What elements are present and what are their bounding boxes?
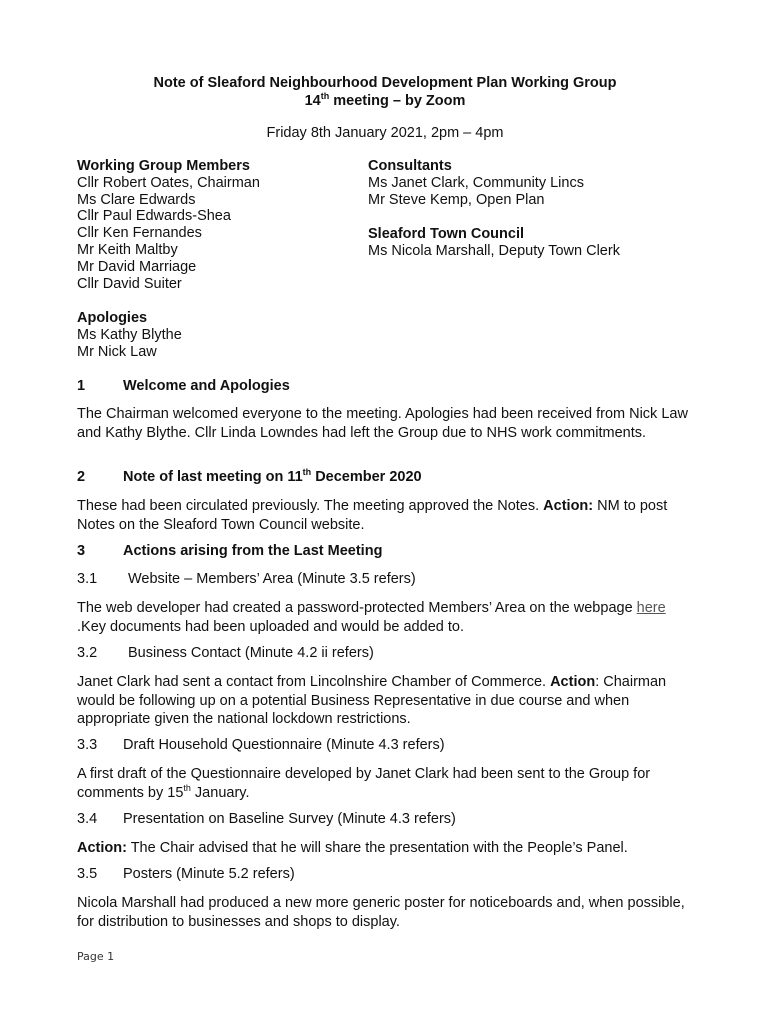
subsection-title: Draft Household Questionnaire (Minute 4.3 refers)	[123, 737, 445, 753]
text-run: .Key documents had been uploaded and would be added to.	[77, 618, 464, 635]
consultants-heading: Consultants	[368, 158, 452, 174]
member-item: Ms Clare Edwards	[77, 191, 196, 208]
section-2-text	[77, 497, 697, 534]
member-item: Cllr Paul Edwards-Shea	[77, 208, 231, 225]
action-label: Action	[550, 674, 596, 690]
subsection-number: 3.1	[77, 571, 98, 587]
text-run: : Chairman would be following up on a potential Business Representative in due course and when appropriate given the national lockdown restrictions.	[77, 674, 667, 727]
subsection-3-4-text	[77, 839, 697, 858]
subsection-title: Posters (Minute 5.2 refers)	[123, 866, 295, 882]
members-area-link[interactable]: here	[636, 600, 666, 616]
subsection-3-5-text: Nicola Marshall had produced a new more generic poster for noticeboards and, when possible, for distribution to businesses and shops to display.	[77, 895, 685, 930]
meeting-number: 14	[304, 93, 321, 109]
apologies-heading: Apologies	[77, 310, 148, 326]
section-1-text: The Chairman welcomed everyone to the meeting. Apologies had been received from Nick Law and Kathy Blythe. Cllr Linda Lowndes had left the Group due to NHS work commitments.	[77, 406, 688, 441]
document-subtitle	[0, 93, 770, 109]
meeting-number-suffix: th	[320, 91, 330, 102]
apology-item: Ms Kathy Blythe	[77, 326, 182, 343]
action-label: Action:	[77, 840, 127, 856]
subsection-number: 3.2	[77, 645, 98, 661]
member-item: Mr David Marriage	[77, 258, 197, 275]
meeting-type: meeting – by Zoom	[329, 93, 466, 109]
member-item: Cllr Robert Oates, Chairman	[77, 174, 260, 191]
text-run: January.	[190, 784, 250, 801]
subsection-3-1-text	[77, 599, 697, 636]
consultants-block	[368, 158, 584, 208]
members-heading: Working Group Members	[77, 158, 250, 174]
ordinal-suffix: th	[302, 467, 312, 478]
section-title: Welcome and Apologies	[123, 378, 290, 394]
text-run: Janet Clark had sent a contact from Lincolnshire Chamber of Commerce.	[77, 674, 551, 690]
apologies-block	[77, 310, 182, 360]
section-number: 2	[77, 469, 86, 485]
member-item: Cllr David Suiter	[77, 275, 182, 292]
document-title	[0, 75, 770, 91]
action-label: Action:	[543, 498, 594, 514]
text-run: NM to post Notes on the Sleaford Town Council website.	[77, 498, 668, 533]
council-heading: Sleaford Town Council	[368, 226, 525, 242]
consultant-item: Ms Janet Clark, Community Lincs	[368, 174, 584, 191]
meeting-date	[0, 125, 770, 141]
text-run: A first draft of the Questionnaire developed by Janet Clark had been sent to the Group for comments by 15	[77, 766, 651, 801]
subsection-number: 3.4	[77, 811, 98, 827]
text-run: The Chair advised that he will share the presentation with the People’s Panel.	[126, 840, 628, 856]
section-number: 3	[77, 543, 86, 559]
member-item: Cllr Ken Fernandes	[77, 225, 202, 242]
subsection-title: Business Contact (Minute 4.2 ii refers)	[128, 645, 374, 661]
section-title	[123, 469, 422, 485]
section-title-text: December 2020	[311, 469, 422, 485]
council-item: Ms Nicola Marshall, Deputy Town Clerk	[368, 242, 620, 259]
meeting-date-text: Friday 8th January 2021, 2pm – 4pm	[266, 125, 504, 141]
section-title-text: Note of last meeting on 11	[123, 469, 303, 485]
apology-item: Mr Nick Law	[77, 343, 157, 360]
page-number: Page 1	[77, 950, 115, 963]
subsection-3-3-text	[77, 765, 697, 802]
text-run: These had been circulated previously. The meeting approved the Notes.	[77, 498, 544, 514]
consultant-item: Mr Steve Kemp, Open Plan	[368, 191, 545, 208]
subsection-number: 3.5	[77, 866, 98, 882]
member-item: Mr Keith Maltby	[77, 241, 178, 258]
section-number: 1	[77, 378, 86, 394]
title-line-1: Note of Sleaford Neighbourhood Development Plan Working Group	[153, 75, 617, 91]
subsection-3-2-text	[77, 673, 697, 729]
text-run: The web developer had created a password-protected Members’ Area on the webpage	[77, 600, 637, 616]
members-block	[77, 158, 260, 292]
ordinal-suffix: th	[183, 782, 191, 793]
section-title: Actions arising from the Last Meeting	[123, 543, 383, 559]
subsection-title: Presentation on Baseline Survey (Minute 4.3 refers)	[123, 811, 456, 827]
subsection-number: 3.3	[77, 737, 98, 753]
subsection-title: Website – Members’ Area (Minute 3.5 refers)	[128, 571, 416, 587]
council-block	[368, 226, 620, 260]
